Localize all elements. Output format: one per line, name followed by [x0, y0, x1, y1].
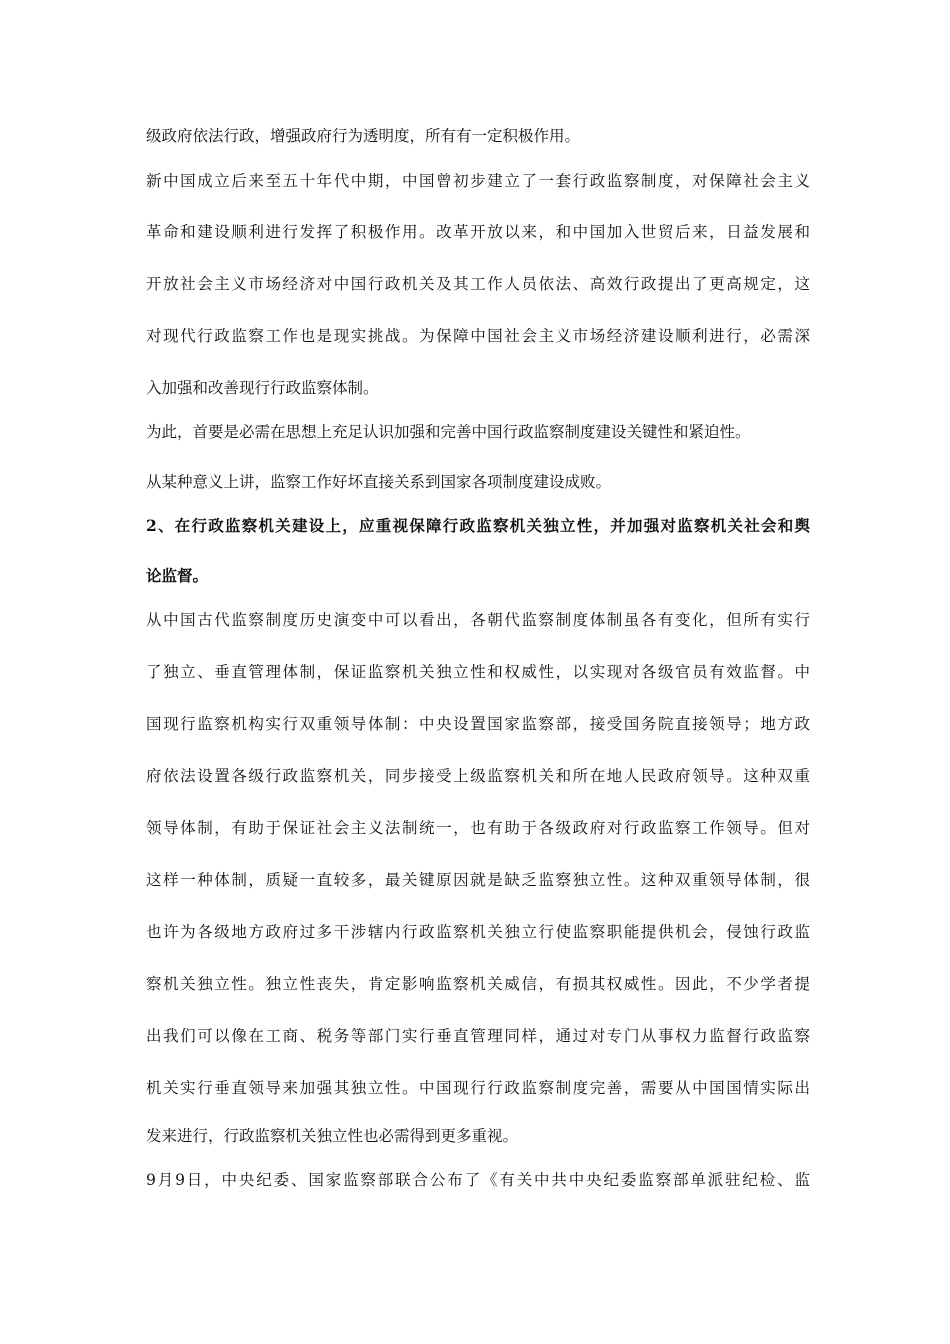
- paragraph-line: 机关实行垂直领导来加强其独立性。中国现行行政监察制度完善，需要从中国国情实际出: [146, 1079, 810, 1097]
- paragraph-line: 9月9日，中央纪委、国家监察部联合公布了《有关中共中央纪委监察部单派驻纪检、监: [146, 1171, 810, 1189]
- paragraph-line: 从某种意义上讲，监察工作好坏直接关系到国家各项制度建设成败。: [146, 473, 612, 491]
- paragraph-line: 级政府依法行政，增强政府行为透明度，所有有一定积极作用。: [146, 127, 581, 145]
- paragraph-line: 革命和建设顺利进行发挥了积极作用。改革开放以来，和中国加入世贸后来，日益发展和: [146, 223, 810, 241]
- paragraph-line: 府依法设置各级行政监察机关，同步接受上级监察机关和所在地人民政府领导。这种双重: [146, 767, 810, 785]
- paragraph-line: 领导体制，有助于保证社会主义法制统一，也有助于各级政府对行政监察工作领导。但对: [146, 819, 810, 837]
- paragraph-line: 这样一种体制，质疑一直较多，最关键原因就是缺乏监察独立性。这种双重领导体制，很: [146, 871, 810, 889]
- paragraph-line: 新中国成立后来至五十年代中期，中国曾初步建立了一套行政监察制度，对保障社会主义: [146, 172, 810, 190]
- paragraph-line: 入加强和改善现行行政监察体制。: [146, 379, 379, 397]
- paragraph-line: 察机关独立性。独立性丧失，肯定影响监察机关威信，有损其权威性。因此，不少学者提: [146, 975, 810, 993]
- paragraph-line: 开放社会主义市场经济对中国行政机关及其工作人员依法、高效行政提出了更高规定，这: [146, 275, 810, 293]
- paragraph-line: 发来进行，行政监察机关独立性也必需得到更多重视。: [146, 1127, 519, 1145]
- paragraph-line: 出我们可以像在工商、税务等部门实行垂直管理同样，通过对专门从事权力监督行政监察: [146, 1027, 810, 1045]
- paragraph-line: 为此，首要是必需在思想上充足认识加强和完善中国行政监察制度建设关键性和紧迫性。: [146, 423, 751, 441]
- paragraph-line: 了独立、垂直管理体制，保证监察机关独立性和权威性，以实现对各级官员有效监督。中: [146, 663, 810, 681]
- paragraph-line: 对现代行政监察工作也是现实挑战。为保障中国社会主义市场经济建设顺利进行，必需深: [146, 327, 810, 345]
- paragraph-line: 从中国古代监察制度历史演变中可以看出，各朝代监察制度体制虽各有变化，但所有实行: [146, 611, 810, 629]
- section-heading-line: 2、在行政监察机关建设上，应重视保障行政监察机关独立性，并加强对监察机关社会和舆: [146, 516, 810, 535]
- paragraph-line: 也许为各级地方政府过多干涉辖内行政监察机关独立行使监察职能提供机会，侵蚀行政监: [146, 923, 810, 941]
- section-heading-line: 论监督。: [146, 566, 209, 585]
- paragraph-line: 国现行监察机构实行双重领导体制：中央设置国家监察部，接受国务院直接领导；地方政: [146, 715, 810, 733]
